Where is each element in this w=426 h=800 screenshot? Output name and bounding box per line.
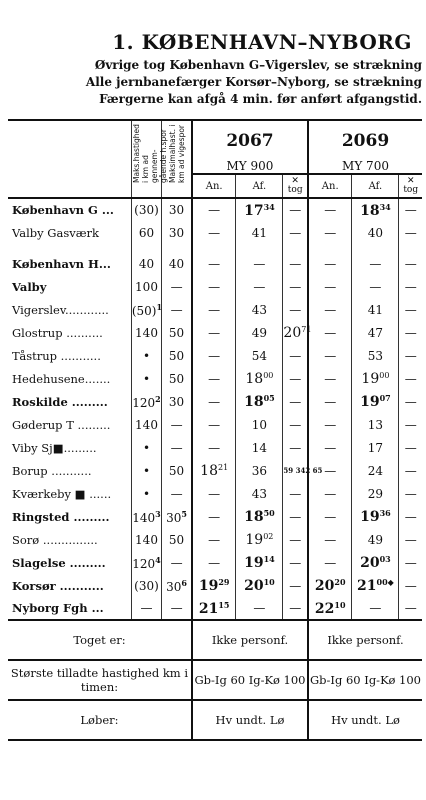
crossing-train: — <box>399 198 422 221</box>
table-row <box>8 413 422 436</box>
arrival-time: — <box>308 252 352 275</box>
footer-value: Ikke personf. <box>192 620 308 660</box>
max-speed-through: • <box>131 436 161 459</box>
arrival-time: $18^{21}$ <box>192 459 236 482</box>
arrival-time: — <box>192 275 236 298</box>
departure-time: — <box>236 275 283 298</box>
max-speed-through: • <box>131 459 161 482</box>
arrival-time: — <box>192 482 236 505</box>
max-speed-siding: $30^6$ <box>162 574 192 597</box>
station-name: Kværkeby ■ ...... <box>12 486 112 501</box>
crossing-train: — <box>283 482 308 505</box>
table-row <box>8 275 422 298</box>
departure-time: — <box>352 597 399 620</box>
station-name: Ringsted ......... <box>12 509 110 524</box>
departure-time: $17^{34}$ <box>236 198 283 221</box>
crossing-train: — <box>283 221 308 244</box>
station-name: Glostrup .......... <box>12 325 103 340</box>
table-row <box>8 528 422 551</box>
departure-time: $19^{36}$ <box>352 505 399 528</box>
table-row <box>8 198 422 221</box>
station-name: Borup ........... <box>12 463 92 478</box>
footer-label: Største tilladte hastighed km i timen: <box>8 660 192 700</box>
arrival-time: — <box>192 413 236 436</box>
station-name: Sorø ............... <box>12 532 98 547</box>
departure-time: $18^{50}$ <box>236 505 283 528</box>
col-header-x-tog: ✕ tog <box>283 174 308 198</box>
arrival-time: $19^{29}$ <box>192 574 236 597</box>
table-row <box>8 221 422 244</box>
station-header <box>8 120 131 198</box>
arrival-time: — <box>308 275 352 298</box>
departure-time: 47 <box>352 321 399 344</box>
arrival-time: — <box>192 198 236 221</box>
crossing-train: — <box>399 459 422 482</box>
arrival-time: — <box>308 298 352 321</box>
station-name: København G ... <box>12 203 114 217</box>
crossing-train: — <box>399 321 422 344</box>
arrival-time: — <box>308 551 352 574</box>
crossing-train: — <box>399 221 422 244</box>
station-name: Roskilde ......... <box>12 394 108 409</box>
table-row <box>8 252 422 275</box>
col-header-max-speed-through: Maks.hastighed i km ad gennem-gående h.spor <box>131 120 161 198</box>
departure-time: $19^{07}$ <box>352 390 399 413</box>
crossing-train: — <box>399 597 422 620</box>
crossing-train: — <box>283 275 308 298</box>
arrival-time: — <box>308 390 352 413</box>
departure-time: 40 <box>352 221 399 244</box>
arrival-time: — <box>192 436 236 459</box>
max-speed-siding: $30^5$ <box>162 505 192 528</box>
footer-value: Gb-Ig 60 Ig-Kø 100 <box>308 660 422 700</box>
max-speed-siding: — <box>162 551 192 574</box>
crossing-train: — <box>399 436 422 459</box>
departure-time: $20^{03}$ <box>352 551 399 574</box>
departure-time: $19^{02}$ <box>236 528 283 551</box>
departure-time: 53 <box>352 344 399 367</box>
train-header-2069 <box>308 120 422 174</box>
arrival-time: — <box>192 367 236 390</box>
departure-time: $18^{00}$ <box>236 367 283 390</box>
departure-time: 10 <box>236 413 283 436</box>
station-name: Valby Gasværk <box>12 225 100 240</box>
max-speed-through: (30) <box>131 198 161 221</box>
crossing-train: — <box>283 528 308 551</box>
arrival-time: $22^{10}$ <box>308 597 352 620</box>
arrival-time: — <box>308 367 352 390</box>
max-speed-siding: — <box>162 436 192 459</box>
max-speed-through: 40 <box>131 252 161 275</box>
arrival-time: — <box>192 551 236 574</box>
max-speed-siding: — <box>162 275 192 298</box>
table-row <box>8 482 422 505</box>
arrival-time: — <box>308 505 352 528</box>
crossing-train: — <box>283 198 308 221</box>
departure-time: 49 <box>352 528 399 551</box>
departure-time: 49 <box>236 321 283 344</box>
arrival-time: — <box>192 298 236 321</box>
arrival-time: — <box>308 528 352 551</box>
table-row <box>8 390 422 413</box>
header-note: Øvrige tog København G–Vigerslev, se strækning <box>94 58 422 72</box>
arrival-time: — <box>192 505 236 528</box>
train-material: MY 900 <box>226 159 274 173</box>
arrival-time: — <box>308 436 352 459</box>
footer-value: Hv undt. Lø <box>308 700 422 740</box>
train-number: 2069 <box>341 131 390 151</box>
col-header-af: Af. <box>236 174 283 198</box>
arrival-time: $20^{20}$ <box>308 574 352 597</box>
station-name: Korsør ........... <box>12 578 104 593</box>
arrival-time: — <box>192 344 236 367</box>
col-header-af: Af. <box>352 174 399 198</box>
max-speed-through: • <box>131 344 161 367</box>
max-speed-through: $140^3$ <box>131 505 161 528</box>
arrival-time: — <box>308 321 352 344</box>
departure-time: 17 <box>352 436 399 459</box>
max-speed-siding: — <box>162 482 192 505</box>
crossing-train: — <box>399 344 422 367</box>
table-row <box>8 505 422 528</box>
max-speed-through: 140 <box>131 528 161 551</box>
crossing-train: — <box>283 298 308 321</box>
col-header-max-speed-siding: Maksimalhast. i km ad vigespor <box>162 120 192 198</box>
crossing-train: — <box>399 275 422 298</box>
crossing-train: — <box>399 413 422 436</box>
max-speed-through: (30) <box>131 574 161 597</box>
station-name: Nyborg Fgh ... <box>12 601 104 615</box>
departure-time: 41 <box>352 298 399 321</box>
crossing-train: — <box>283 597 308 620</box>
max-speed-siding: — <box>162 413 192 436</box>
max-speed-siding: — <box>162 597 192 620</box>
footer-value: Ikke personf. <box>308 620 422 660</box>
max-speed-siding: 50 <box>162 459 192 482</box>
max-speed-through: $120^4$ <box>131 551 161 574</box>
max-speed-through: • <box>131 367 161 390</box>
station-name: Vigerslev............ <box>12 302 109 317</box>
col-header-an: An. <box>192 174 236 198</box>
station-name: Tåstrup ........... <box>12 348 101 363</box>
crossing-train: $20^{71}$ <box>283 321 308 344</box>
crossing-train: — <box>399 252 422 275</box>
crossing-train: — <box>399 367 422 390</box>
crossing-train: — <box>283 367 308 390</box>
crossing-train: — <box>399 390 422 413</box>
table-row <box>8 321 422 344</box>
arrival-time: — <box>192 252 236 275</box>
arrival-time: — <box>308 459 352 482</box>
arrival-time: — <box>308 198 352 221</box>
row-spacer <box>8 244 422 252</box>
departure-time: 43 <box>236 298 283 321</box>
max-speed-siding: 30 <box>162 221 192 244</box>
table-row <box>8 436 422 459</box>
departure-time: 41 <box>236 221 283 244</box>
footer-label: Løber: <box>8 700 192 740</box>
max-speed-siding: 30 <box>162 390 192 413</box>
footer-value: Gb-Ig 60 Ig-Kø 100 <box>192 660 308 700</box>
table-row <box>8 459 422 482</box>
arrival-time: — <box>192 221 236 244</box>
station-name: Slagelse ......... <box>12 555 106 570</box>
max-speed-through: 100 <box>131 275 161 298</box>
departure-time: 43 <box>236 482 283 505</box>
departure-time: — <box>352 275 399 298</box>
station-name: Viby Sj■......... <box>12 440 97 455</box>
station-name: Hedehusene....... <box>12 371 111 386</box>
station-name: København H... <box>12 256 111 271</box>
crossing-train: — <box>399 528 422 551</box>
col-header-x-tog: ✕ tog <box>399 174 422 198</box>
departure-time: 24 <box>352 459 399 482</box>
max-speed-through: 140 <box>131 321 161 344</box>
table-row <box>8 344 422 367</box>
table-row <box>8 298 422 321</box>
departure-time: $19^{14}$ <box>236 551 283 574</box>
crossing-train: — <box>283 551 308 574</box>
max-speed-siding: 50 <box>162 321 192 344</box>
max-speed-through: $(50)^1$ <box>131 298 161 321</box>
header-note: Færgerne kan afgå 4 min. før anført afgangstid. <box>99 92 422 106</box>
max-speed-through: • <box>131 482 161 505</box>
max-speed-through: — <box>131 597 161 620</box>
arrival-time: — <box>192 321 236 344</box>
table-row <box>8 551 422 574</box>
crossing-train: — <box>283 436 308 459</box>
crossing-train: — <box>283 390 308 413</box>
crossing-train: — <box>283 344 308 367</box>
max-speed-through: 60 <box>131 221 161 244</box>
departure-time: 14 <box>236 436 283 459</box>
max-speed-through: $120^2$ <box>131 390 161 413</box>
departure-time: $18^{34}$ <box>352 198 399 221</box>
train-header-2067 <box>192 120 308 174</box>
departure-time: 13 <box>352 413 399 436</box>
timetable <box>8 119 422 741</box>
train-number: 2067 <box>226 131 274 151</box>
crossing-train: — <box>399 298 422 321</box>
departure-time: $19^{00}$ <box>352 367 399 390</box>
max-speed-siding: 50 <box>162 344 192 367</box>
departure-time: $18^{05}$ <box>236 390 283 413</box>
departure-time: $20^{10}$ <box>236 574 283 597</box>
crossing-train: — <box>283 574 308 597</box>
departure-time: 29 <box>352 482 399 505</box>
departure-time: 36 <box>236 459 283 482</box>
crossing-train: — <box>283 413 308 436</box>
departure-time: — <box>236 252 283 275</box>
max-speed-siding: 30 <box>162 198 192 221</box>
crossing-train: — <box>399 551 422 574</box>
departure-time: 54 <box>236 344 283 367</box>
max-speed-siding: — <box>162 298 192 321</box>
crossing-train: — <box>399 574 422 597</box>
table-row <box>8 574 422 597</box>
arrival-time: — <box>308 413 352 436</box>
header-note: Alle jernbanefærger Korsør–Nyborg, se strækning <box>85 75 422 89</box>
max-speed-siding: 50 <box>162 528 192 551</box>
footer-value: Hv undt. Lø <box>192 700 308 740</box>
arrival-time: — <box>308 344 352 367</box>
arrival-time: — <box>308 482 352 505</box>
train-material: MY 700 <box>342 159 389 173</box>
crossing-train: — <box>283 505 308 528</box>
footer-label: Toget er: <box>8 620 192 660</box>
station-name: Valby <box>12 279 47 294</box>
crossing-train: — <box>399 482 422 505</box>
table-row <box>8 597 422 620</box>
departure-time: $21^{00◆}$ <box>352 574 399 597</box>
col-header-an: An. <box>308 174 352 198</box>
table-row <box>8 367 422 390</box>
crossing-train: 59 342 65 <box>283 459 308 482</box>
departure-time: — <box>352 252 399 275</box>
arrival-time: — <box>192 528 236 551</box>
station-name: Gøderup T ......... <box>12 417 111 432</box>
arrival-time: $21^{15}$ <box>192 597 236 620</box>
max-speed-siding: 50 <box>162 367 192 390</box>
crossing-train: — <box>399 505 422 528</box>
max-speed-siding: 40 <box>162 252 192 275</box>
departure-time: — <box>236 597 283 620</box>
crossing-train: — <box>283 252 308 275</box>
arrival-time: — <box>308 221 352 244</box>
page-title: 1. KØBENHAVN–NYBORG <box>112 30 412 54</box>
max-speed-through: 140 <box>131 413 161 436</box>
arrival-time: — <box>192 390 236 413</box>
